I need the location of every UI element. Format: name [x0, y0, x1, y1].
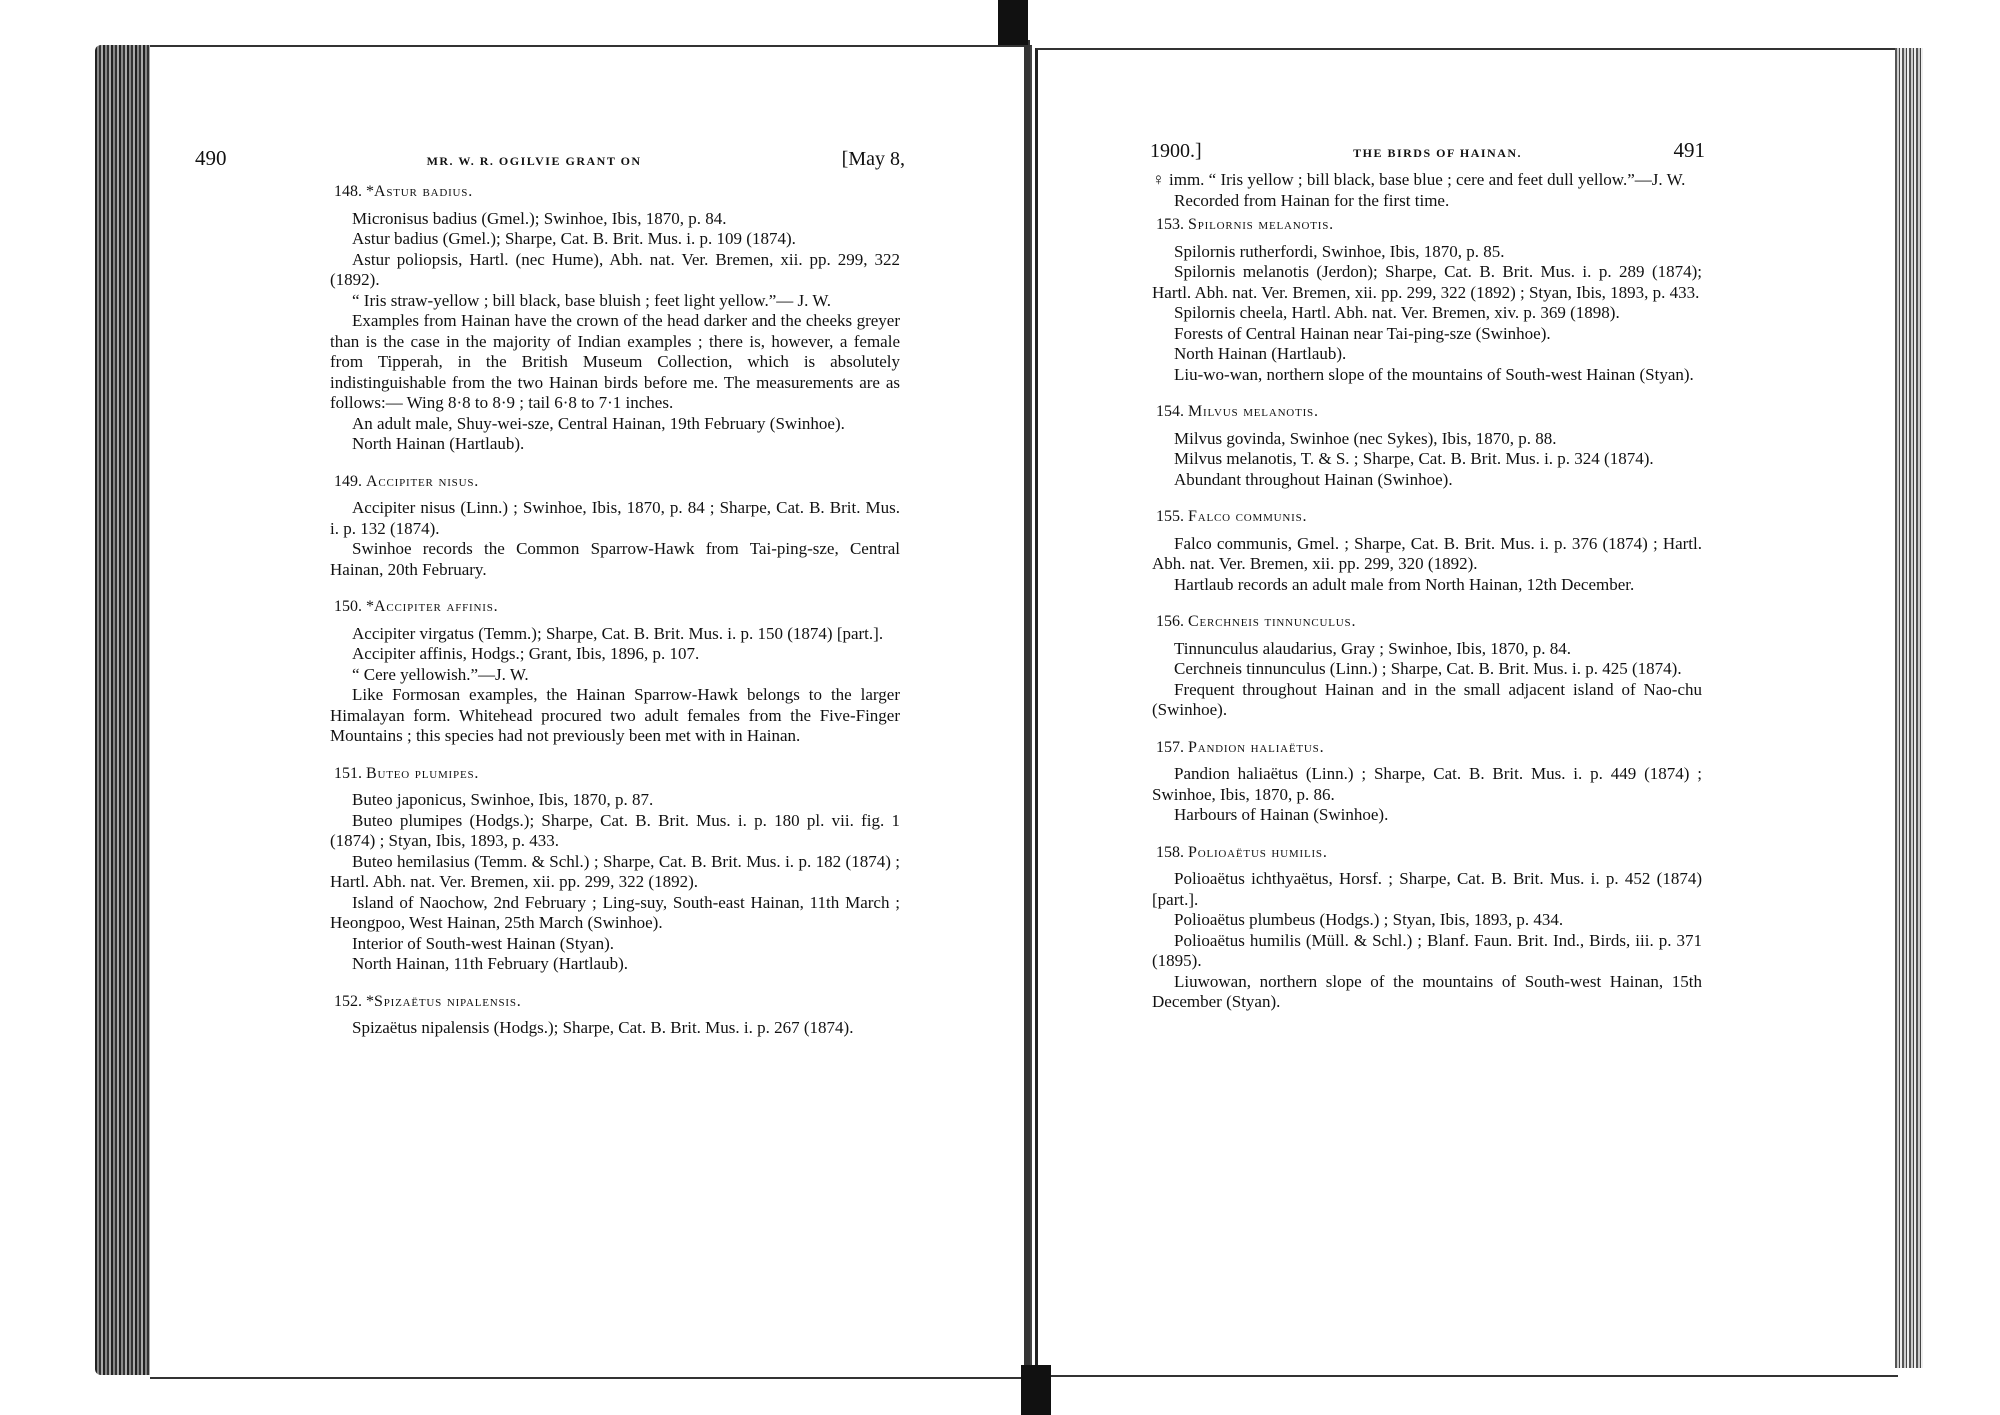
- species-name: Buteo plumipes.: [366, 764, 480, 782]
- text-line: Accipiter nisus (Linn.) ; Swinhoe, Ibis, 1870, p. 84 ; Sharpe, Cat. B. Brit. Mus. i. p. 132 (1874).: [330, 498, 900, 538]
- species-name: Pandion haliaëtus.: [1188, 738, 1325, 756]
- text-line: Spilornis melanotis (Jerdon); Sharpe, Cat. B. Brit. Mus. i. p. 289 (1874); Hartl. Abh. nat. Ver. Bremen, xii. pp. 299, 322 (1892) ; Styan, Ibis, 1893, p. 433.: [1152, 262, 1702, 302]
- species-number: 150. *: [334, 598, 374, 615]
- species-entry: [1152, 612, 1702, 721]
- text-line: “ Cere yellowish.”—J. W.: [352, 664, 529, 684]
- text-line: Liu-wo-wan, northern slope of the mountains of South-west Hainan (Styan).: [1174, 364, 1694, 384]
- text-line: North Hainan (Hartlaub).: [352, 434, 525, 453]
- book-spine: [1024, 40, 1030, 1380]
- text-line: Polioaëtus humilis (Müll. & Schl.) ; Blanf. Faun. Brit. Ind., Birds, iii. p. 371 (1895).: [1152, 930, 1702, 970]
- species-heading: [334, 472, 900, 493]
- text-line: Buteo japonicus, Swinhoe, Ibis, 1870, p. 87.: [352, 790, 654, 809]
- species-number: 148. *: [334, 183, 374, 200]
- text-line: An adult male, Shuy-wei-sze, Central Hainan, 19th February (Swinhoe).: [352, 413, 845, 433]
- species-number: 149.: [334, 472, 366, 490]
- species-entry: [330, 182, 900, 455]
- species-name: Accipiter affinis.: [374, 598, 499, 615]
- continued-entry: [1152, 170, 1702, 211]
- species-heading: [1156, 843, 1702, 864]
- species-name: Accipiter nisus.: [366, 472, 480, 490]
- page-number: 491: [1673, 138, 1705, 162]
- text-line: Examples from Hainan have the crown of the head darker and the cheeks greyer than is the case in the majority of Indian examples ; there is, however, a female from Tipperah, in the British Museum Collection, which is absolutely indistinguishable from the two Hainan birds before me. The measurements are as follows:— Wing 8·8 to 8·9 ; tail 6·8 to 7·1 inches.: [330, 311, 900, 412]
- running-date: [May 8,: [841, 148, 905, 170]
- species-number: 158.: [1156, 843, 1188, 861]
- text-line: Astur badius (Gmel.); Sharpe, Cat. B. Brit. Mus. i. p. 109 (1874).: [352, 229, 796, 248]
- text-line: Abundant throughout Hainan (Swinhoe).: [1174, 469, 1453, 489]
- species-heading: [1156, 507, 1702, 528]
- species-name: Polioaëtus humilis.: [1188, 843, 1328, 861]
- species-name: Spizaëtus nipalensis.: [374, 992, 522, 1010]
- text-line: Polioaëtus ichthyaëtus, Horsf. ; Sharpe, Cat. B. Brit. Mus. i. p. 452 (1874) [part.].: [1152, 869, 1702, 909]
- text-line: Island of Naochow, 2nd February ; Ling-suy, South-east Hainan, 11th March ; Heongpoo, West Hainan, 25th March (Swinhoe).: [330, 892, 900, 932]
- text-line: Forests of Central Hainan near Tai-ping-sze (Swinhoe).: [1174, 323, 1551, 343]
- text-line: Buteo hemilasius (Temm. & Schl.) ; Sharpe, Cat. B. Brit. Mus. i. p. 182 (1874) ; Hartl. Abh. nat. Ver. Bremen, xii. pp. 299, 322 (1892).: [330, 851, 900, 891]
- species-heading: [334, 597, 900, 618]
- species-heading: [334, 182, 900, 203]
- species-name: Astur badius.: [374, 183, 474, 200]
- running-title: MR. W. R. OGILVIE GRANT ON: [426, 154, 642, 168]
- species-entry: [330, 597, 900, 747]
- running-title: THE BIRDS OF HAINAN.: [1353, 146, 1523, 160]
- text-line: Milvus melanotis, T. & S. ; Sharpe, Cat. B. Brit. Mus. i. p. 324 (1874).: [1174, 449, 1654, 468]
- species-name: Spilornis melanotis.: [1188, 216, 1334, 233]
- species-number: 152. *: [334, 992, 374, 1010]
- species-entry: [1152, 402, 1702, 490]
- species-entry: [1152, 738, 1702, 826]
- text-line: North Hainan (Hartlaub).: [1174, 344, 1347, 363]
- text-line: Milvus govinda, Swinhoe (nec Sykes), Ibis, 1870, p. 88.: [1174, 428, 1557, 448]
- species-heading: [334, 992, 900, 1013]
- species-name: Milvus melanotis.: [1188, 403, 1319, 420]
- running-date: 1900.]: [1150, 140, 1202, 162]
- text-line: Cerchneis tinnunculus (Linn.) ; Sharpe, Cat. B. Brit. Mus. i. p. 425 (1874).: [1174, 659, 1682, 678]
- species-heading: [1156, 215, 1702, 236]
- left-running-head: [195, 146, 905, 171]
- text-line: Accipiter virgatus (Temm.); Sharpe, Cat. B. Brit. Mus. i. p. 150 (1874) [part.].: [352, 623, 884, 643]
- text-line: Spizaëtus nipalensis (Hodgs.); Sharpe, Cat. B. Brit. Mus. i. p. 267 (1874).: [352, 1018, 854, 1037]
- species-entry: [330, 992, 900, 1039]
- text-line: Recorded from Hainan for the first time.: [1174, 190, 1450, 210]
- text-line: Tinnunculus alaudarius, Gray ; Swinhoe, Ibis, 1870, p. 84.: [1174, 638, 1571, 658]
- species-name: Cerchneis tinnunculus.: [1188, 613, 1357, 630]
- species-number: 154.: [1156, 403, 1188, 420]
- species-number: 155.: [1156, 508, 1188, 525]
- text-line: Pandion haliaëtus (Linn.) ; Sharpe, Cat. B. Brit. Mus. i. p. 449 (1874) ; Swinhoe, Ibis, 1870, p. 86.: [1152, 764, 1702, 804]
- text-line: Buteo plumipes (Hodgs.); Sharpe, Cat. B. Brit. Mus. i. p. 180 pl. vii. fig. 1 (1874) ; Styan, Ibis, 1893, p. 433.: [330, 810, 900, 850]
- species-heading: [1156, 402, 1702, 423]
- text-line: Spilornis cheela, Hartl. Abh. nat. Ver. Bremen, xiv. p. 369 (1898).: [1174, 303, 1620, 322]
- right-page-edges: [1895, 48, 1923, 1368]
- text-line: Astur poliopsis, Hartl. (nec Hume), Abh. nat. Ver. Bremen, xii. pp. 299, 322 (1892).: [330, 249, 900, 289]
- text-line: Swinhoe records the Common Sparrow-Hawk from Tai-ping-sze, Central Hainan, 20th February.: [330, 539, 900, 579]
- text-line: Harbours of Hainan (Swinhoe).: [1174, 805, 1389, 824]
- species-heading: [1156, 738, 1702, 759]
- text-line: Spilornis rutherfordi, Swinhoe, Ibis, 1870, p. 85.: [1174, 241, 1505, 261]
- text-line: ♀ imm. “ Iris yellow ; bill black, base blue ; cere and feet dull yellow.”—J. W.: [1152, 170, 1686, 189]
- text-line: “ Iris straw-yellow ; bill black, base bluish ; feet light yellow.”— J. W.: [352, 290, 832, 310]
- bookmark-ribbon-top: [998, 0, 1028, 45]
- species-number: 156.: [1156, 613, 1188, 630]
- text-line: Frequent throughout Hainan and in the small adjacent island of Nao-chu (Swinhoe).: [1152, 679, 1702, 719]
- right-running-head: [1150, 138, 1705, 163]
- text-line: Hartlaub records an adult male from North Hainan, 12th December.: [1174, 574, 1635, 594]
- left-text-column: [330, 182, 900, 1056]
- species-entry: [330, 764, 900, 975]
- bookmark-ribbon-bottom: [1021, 1365, 1051, 1415]
- text-line: Micronisus badius (Gmel.); Swinhoe, Ibis, 1870, p. 84.: [352, 208, 727, 228]
- species-heading: [1156, 612, 1702, 633]
- text-line: Accipiter affinis, Hodgs.; Grant, Ibis, 1896, p. 107.: [352, 644, 700, 663]
- species-entry: [1152, 843, 1702, 1013]
- species-entry: [1152, 215, 1702, 385]
- species-heading: [334, 764, 900, 785]
- page-number: 490: [195, 146, 227, 170]
- left-page-edges: [95, 45, 155, 1375]
- text-line: Interior of South-west Hainan (Styan).: [352, 933, 615, 953]
- text-line: Polioaëtus plumbeus (Hodgs.) ; Styan, Ibis, 1893, p. 434.: [1174, 910, 1564, 929]
- right-text-column: [1152, 170, 1702, 1030]
- species-name: Falco communis.: [1188, 508, 1308, 525]
- text-line: Liuwowan, northern slope of the mountains of South-west Hainan, 15th December (Styan).: [1152, 971, 1702, 1011]
- species-entry: [330, 472, 900, 581]
- text-line: Falco communis, Gmel. ; Sharpe, Cat. B. Brit. Mus. i. p. 376 (1874) ; Hartl. Abh. nat. Ver. Bremen, xii. pp. 299, 320 (1892).: [1152, 533, 1702, 573]
- species-number: 151.: [334, 764, 366, 782]
- species-number: 157.: [1156, 738, 1188, 756]
- species-entry: [1152, 507, 1702, 595]
- species-number: 153.: [1156, 216, 1188, 233]
- text-line: Like Formosan examples, the Hainan Sparrow-Hawk belongs to the larger Himalayan form. Whitehead procured two adult females from the Five-Finger Mountains ; this species had not previously been met with in Hainan.: [330, 685, 900, 745]
- text-line: North Hainan, 11th February (Hartlaub).: [352, 954, 629, 973]
